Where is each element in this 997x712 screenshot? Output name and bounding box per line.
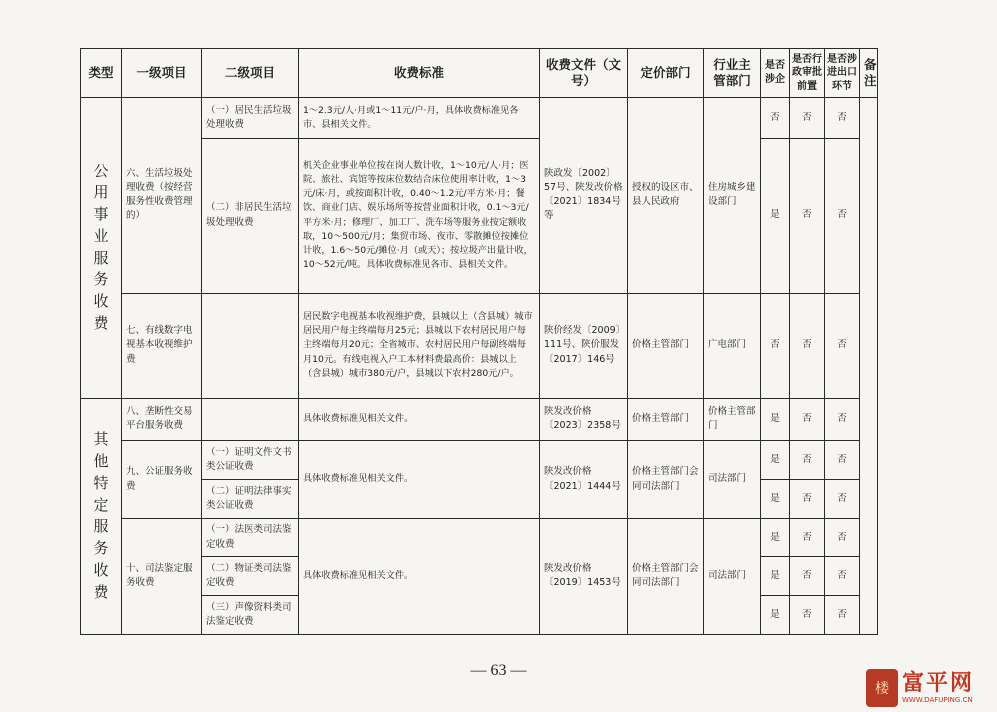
forensic-level1: 十、司法鉴定服务收费 [122, 518, 202, 634]
garbage-sub1-trade: 否 [825, 97, 860, 138]
table-row [81, 398, 878, 441]
header-standard: 收费标准 [299, 49, 540, 98]
tv-trade: 否 [825, 293, 860, 398]
trading-industry-dept: 价格主管部门 [704, 398, 761, 441]
header-industry-dept: 行业主管部门 [704, 49, 761, 98]
forensic-doc: 陕发改价格〔2019〕1453号 [540, 518, 628, 634]
tv-doc: 陕价经发〔2009〕111号、陕价服发〔2017〕146号 [540, 293, 628, 398]
notary-sub1-level2: （一）证明文件文书类公证收费 [202, 441, 299, 480]
trading-trade: 否 [825, 398, 860, 441]
header-pricing-dept: 定价部门 [628, 49, 704, 98]
tv-level2 [202, 293, 299, 398]
page-number: — 63 — [470, 662, 527, 679]
notary-standard: 具体收费标准见相关文件。 [299, 441, 540, 518]
forensic-sub1-trade: 否 [825, 518, 860, 557]
forensic-sub1-soe: 是 [761, 518, 790, 557]
garbage-industry-dept: 住房城乡建设部门 [704, 97, 761, 293]
notary-sub1-soe: 是 [761, 441, 790, 480]
forensic-sub2-soe: 是 [761, 557, 790, 596]
notary-sub1-trade: 否 [825, 441, 860, 480]
header-type: 类型 [81, 49, 122, 98]
tv-level1: 七、有线数字电视基本收视维护费 [122, 293, 202, 398]
garbage-sub2-level2: （二）非居民生活垃圾处理收费 [202, 138, 299, 293]
garbage-doc: 陕政发〔2002〕57号、陕发改价格〔2021〕1834号等 [540, 97, 628, 293]
notary-pricing-dept: 价格主管部门会同司法部门 [628, 441, 704, 518]
trading-admin: 否 [790, 398, 825, 441]
watermark-name: 富平网 [902, 671, 975, 697]
garbage-sub1-level2: （一）居民生活垃圾处理收费 [202, 97, 299, 138]
garbage-sub1-soe: 否 [761, 97, 790, 138]
garbage-sub2-standard: 机关企业事业单位按在岗人数计收，1～10元/人·月；医院、旅社、宾馆等按床位数结合床位使用率计收，1～3元/床·月，或按面积计收，0.40～1.2元/平方米·月；餐饮、商业门店、娱乐场所等按营业面积计收，0.1～3元/平方米·月；修理厂、加工厂、洗车场等服务业按定额收取，10～500元/月；集贸市场、夜市、零散摊位按摊位计收，1.6～50元/摊位·月（或天）；按垃圾产出量计收，10～52元/吨。具体收费标准见各市、县相关文件。 [299, 138, 540, 293]
table-row [81, 441, 878, 480]
forensic-sub3-trade: 否 [825, 596, 860, 635]
table-header-row [81, 49, 878, 98]
header-soe: 是否涉企 [761, 49, 790, 98]
forensic-standard: 具体收费标准见相关文件。 [299, 518, 540, 634]
notary-level1: 九、公证服务收费 [122, 441, 202, 518]
forensic-sub3-level2: （三）声像资料类司法鉴定收费 [202, 596, 299, 635]
notary-sub1-admin: 否 [790, 441, 825, 480]
forensic-industry-dept: 司法部门 [704, 518, 761, 634]
trading-standard: 具体收费标准见相关文件。 [299, 398, 540, 441]
notary-sub2-soe: 是 [761, 480, 790, 519]
table-row [81, 97, 878, 138]
notary-sub2-trade: 否 [825, 480, 860, 519]
trading-level1: 八、垄断性交易平台服务收费 [122, 398, 202, 441]
trading-level2 [202, 398, 299, 441]
garbage-level1: 六、生活垃圾处理收费（按经营服务性收费管理的） [122, 97, 202, 293]
trading-soe: 是 [761, 398, 790, 441]
forensic-sub3-soe: 是 [761, 596, 790, 635]
watermark-url: WWW.DAFUPING.CN [902, 695, 973, 704]
forensic-sub2-trade: 否 [825, 557, 860, 596]
forensic-sub1-admin: 否 [790, 518, 825, 557]
garbage-pricing-dept: 授权的设区市、县人民政府 [628, 97, 704, 293]
table-row [81, 518, 878, 557]
fee-table [80, 48, 878, 635]
table-row [81, 293, 878, 398]
garbage-sub2-trade: 否 [825, 138, 860, 293]
header-admin-approval: 是否行政审批前置 [790, 49, 825, 98]
forensic-sub2-level2: （二）物证类司法鉴定收费 [202, 557, 299, 596]
garbage-sub1-standard: 1～2.3元/人·月或1～11元/户·月，具体收费标准见各市、县相关文件。 [299, 97, 540, 138]
group-public: 公用事业服务收费 [81, 97, 122, 398]
trading-doc: 陕发改价格〔2023〕2358号 [540, 398, 628, 441]
forensic-pricing-dept: 价格主管部门会同司法部门 [628, 518, 704, 634]
tv-admin: 否 [790, 293, 825, 398]
watermark-logo-icon: 楼 [866, 669, 898, 707]
garbage-sub2-admin: 否 [790, 138, 825, 293]
header-level2: 二级项目 [202, 49, 299, 98]
garbage-sub2-soe: 是 [761, 138, 790, 293]
tv-soe: 否 [761, 293, 790, 398]
notary-sub2-level2: （二）证明法律事实类公证收费 [202, 480, 299, 519]
forensic-sub2-admin: 否 [790, 557, 825, 596]
header-remarks: 备注 [860, 49, 878, 98]
forensic-sub1-level2: （一）法医类司法鉴定收费 [202, 518, 299, 557]
tv-industry-dept: 广电部门 [704, 293, 761, 398]
header-doc: 收费文件（文号） [540, 49, 628, 98]
notary-industry-dept: 司法部门 [704, 441, 761, 518]
header-level1: 一级项目 [122, 49, 202, 98]
header-import-export: 是否涉进出口环节 [825, 49, 860, 98]
forensic-sub3-admin: 否 [790, 596, 825, 635]
group-other: 其他特定服务收费 [81, 398, 122, 634]
tv-standard: 居民数字电视基本收视维护费，县城以上（含县城）城市居民用户每主终端每月25元；县城以下农村居民用户每主终端每月20元；全省城市、农村居民用户每副终端每月10元。有线电视入户工本材料费最高价：县城以上（含县城）城市380元/户，县城以下农村280元/户。 [299, 293, 540, 398]
remarks-cell [860, 97, 878, 634]
watermark [866, 666, 994, 710]
notary-sub2-admin: 否 [790, 480, 825, 519]
garbage-sub1-admin: 否 [790, 97, 825, 138]
trading-pricing-dept: 价格主管部门 [628, 398, 704, 441]
notary-doc: 陕发改价格〔2021〕1444号 [540, 441, 628, 518]
tv-pricing-dept: 价格主管部门 [628, 293, 704, 398]
